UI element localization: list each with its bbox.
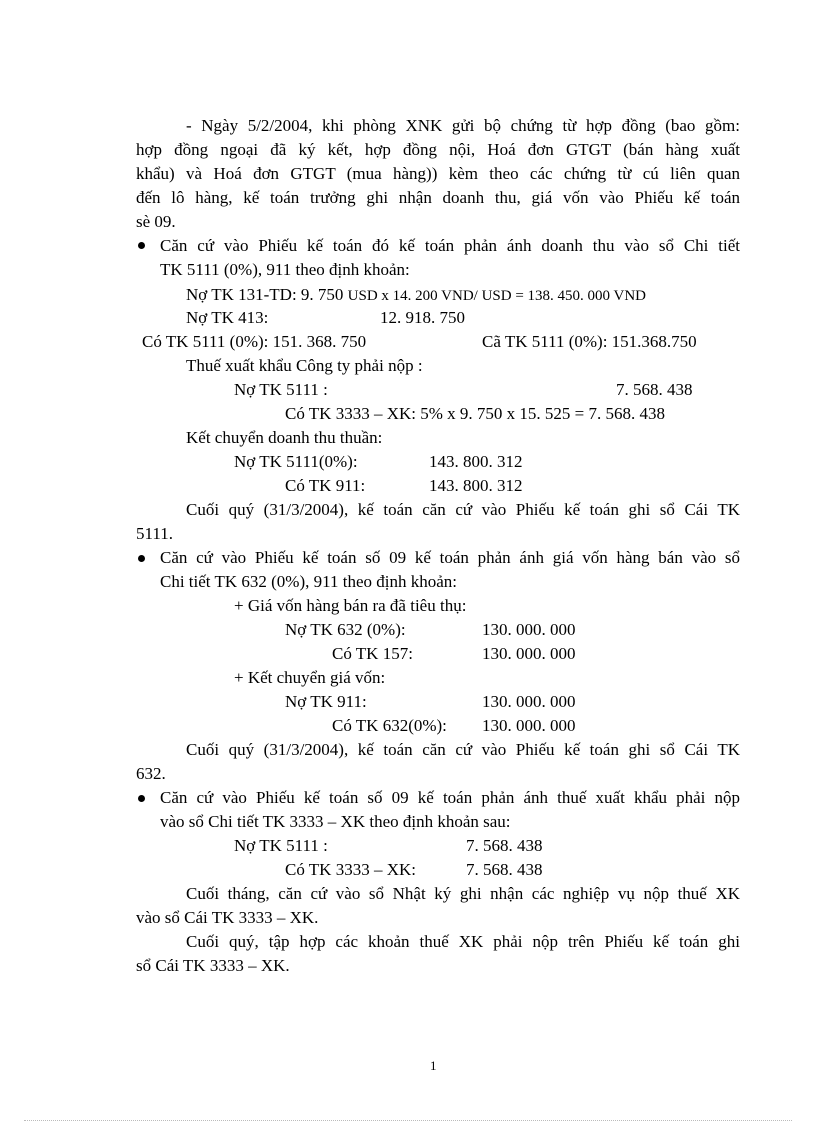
bullet-icon: [138, 795, 145, 802]
entry-no-131-label: Nợ TK 131-TD: 9. 750: [186, 285, 344, 304]
sec3-co-value: 7. 568. 438: [466, 860, 543, 879]
kcgv-co-label: Có TK 632(0%):: [332, 716, 447, 735]
gv-no-value: 130. 000. 000: [482, 620, 576, 639]
sec3-no-label: Nợ TK 5111 :: [234, 836, 328, 855]
sec2-end-line-2: 632.: [136, 764, 166, 783]
kc-co-label: Có TK 911:: [285, 476, 366, 495]
kcgv-no-value: 130. 000. 000: [482, 692, 576, 711]
intro-line-3: khẩu) và Hoá đơn GTGT (mua hàng)) kèm theo các chứng từ cú liên quan: [136, 164, 740, 183]
kcgv-no-label: Nợ TK 911:: [285, 692, 367, 711]
quarter-line-2: sổ Cái TK 3333 – XK.: [136, 956, 290, 975]
entry-ca-5111: Cã TK 5111 (0%): 151.368.750: [482, 332, 697, 351]
tax-co-line: Có TK 3333 – XK: 5% x 9. 750 x 15. 525 = 7. 568. 438: [285, 404, 665, 423]
entry-no-413-value: 12. 918. 750: [380, 308, 465, 327]
kc-co-value: 143. 800. 312: [429, 476, 523, 495]
entry-no-131: [186, 283, 646, 308]
intro-line-1: - Ngày 5/2/2004, khi phòng XNK gửi bộ chứng từ hợp đồng (bao gồm:: [186, 116, 740, 135]
bullet-icon: [138, 555, 145, 562]
intro-line-2: hợp đồng ngoại đã ký kết, hợp đồng nội, Hoá đơn GTGT (bán hàng xuất: [136, 140, 740, 159]
sec3-no-value: 7. 568. 438: [466, 836, 543, 855]
sec1-end-line-2: 5111.: [136, 524, 173, 543]
kc-no-value: 143. 800. 312: [429, 452, 523, 471]
intro-line-5: sè 09.: [136, 212, 176, 231]
sec2-bullet-line-1: Căn cứ vào Phiếu kế toán số 09 kế toán phản ánh giá vốn hàng bán vào sổ: [160, 548, 740, 567]
sec1-bullet-line-2: TK 5111 (0%), 911 theo định khoản:: [160, 260, 410, 279]
kc-title: Kết chuyển doanh thu thuần:: [186, 428, 383, 447]
tax-title: Thuế xuất khẩu Công ty phải nộp :: [186, 356, 423, 375]
page-number: 1: [430, 1058, 437, 1073]
kc-no-label: Nợ TK 5111(0%):: [234, 452, 358, 471]
entry-no-413-label: Nợ TK 413:: [186, 308, 269, 327]
tax-no-label: Nợ TK 5111 :: [234, 380, 328, 399]
gv-co-value: 130. 000. 000: [482, 644, 576, 663]
gv-co-label: Có TK 157:: [332, 644, 413, 663]
month-line-1: Cuối tháng, căn cứ vào sổ Nhật ký ghi nhận các nghiệp vụ nộp thuế XK: [186, 884, 740, 903]
intro-line-4: đến lô hàng, kế toán trưởng ghi nhận doanh thu, giá vốn vào Phiếu kế toán: [136, 188, 740, 207]
month-line-2: vào sổ Cái TK 3333 – XK.: [136, 908, 319, 927]
entry-no-131-calc: USD x 14. 200 VND/ USD = 138. 450. 000 VND: [347, 288, 647, 304]
sec2-end-line-1: Cuối quý (31/3/2004), kế toán căn cứ vào Phiếu kế toán ghi sổ Cái TK: [186, 740, 740, 759]
tax-no-value: 7. 568. 438: [616, 380, 693, 399]
sec3-bullet-line-1: Căn cứ vào Phiếu kế toán số 09 kế toán phản ánh thuế xuất khẩu phải nộp: [160, 788, 740, 807]
entry-co-5111: Có TK 5111 (0%): 151. 368. 750: [142, 332, 367, 351]
bullet-icon: [138, 242, 145, 249]
sec1-end-line-1: Cuối quý (31/3/2004), kế toán căn cứ vào Phiếu kế toán ghi sổ Cái TK: [186, 500, 740, 519]
sec2-bullet-line-2: Chi tiết TK 632 (0%), 911 theo định khoản:: [160, 572, 457, 591]
gv-title: + Giá vốn hàng bán ra đã tiêu thụ:: [234, 596, 467, 615]
page-bottom-divider: [24, 1120, 792, 1121]
kcgv-co-value: 130. 000. 000: [482, 716, 576, 735]
kcgv-title: + Kết chuyển giá vốn:: [234, 668, 386, 687]
sec3-bullet-line-2: vào sổ Chi tiết TK 3333 – XK theo định khoản sau:: [160, 812, 511, 831]
quarter-line-1: Cuối quý, tập hợp các khoản thuế XK phải nộp trên Phiếu kế toán ghi: [186, 932, 740, 951]
gv-no-label: Nợ TK 632 (0%):: [285, 620, 406, 639]
sec1-bullet-line-1: Căn cứ vào Phiếu kế toán đó kế toán phản ánh doanh thu vào sổ Chi tiết: [160, 236, 740, 255]
sec3-co-label: Có TK 3333 – XK:: [285, 860, 416, 879]
